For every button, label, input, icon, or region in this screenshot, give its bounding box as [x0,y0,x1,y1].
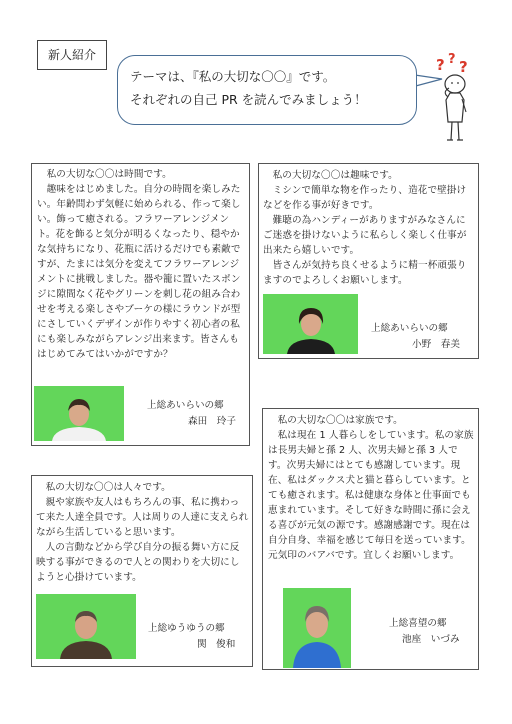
profile-body: 皆さんが気持ち良くせるように精一杯頑張りますのでよろしくお願いします。 [263,260,467,286]
profile-heading: 私の大切な〇〇は時間です。 [46,169,172,180]
profile-text-ono [263,168,475,288]
profile-text-morita [37,167,246,362]
name-ikeza: 池座 いづみ [402,634,460,645]
theme-speech-bubble [117,55,417,125]
profile-text-seki [36,480,249,585]
affiliation-ikeza: 上総喜望の郷 [389,618,447,629]
profile-body: 私は現在 1 人暮らしをしています。私の家族は長男夫婦と孫 2 人、次男夫婦と孫 3 人です。次男夫婦にはとても感謝しています。現在、私はダックス犬と猫と暮らしています。とても癒されます。私は健康な身体と仕事面でも恵まれています。そして好きな時間に孫に会える喜びが元気の源です。感謝感謝です。現在は自分自身、幸福を感じて毎日を送っています。元気印のバアバです。宜しくお願いします。 [268,430,474,561]
name-seki: 関 俊和 [197,639,236,650]
portrait-photo-seki [36,594,136,659]
profile-heading: 私の大切な〇〇は家族です。 [277,415,403,426]
profile-body: 親や家族や友人はもちろんの事、私に携わって来た人達全員です。人は周りの人達に支えられながら生活していると思います。 [36,497,249,538]
profile-heading: 私の大切な〇〇は趣味です。 [272,170,398,181]
profile-heading: 私の大切な〇〇は人々です。 [45,482,171,493]
affiliation-ono: 上総あいらいの郷 [371,323,448,334]
thinking-person-illustration [428,52,483,147]
profile-body: 人の言動などから学び自分の振る舞い方に反映する事ができるので人との関わりを大切にしようと心掛けています。 [36,542,240,583]
name-ono: 小野 春美 [412,339,460,350]
svg-text:?: ? [448,52,456,67]
portrait-photo-ono [263,294,358,354]
theme-line: テーマは、『私の大切な〇〇』です。 [130,69,336,84]
svg-text:?: ? [436,56,445,74]
profile-body: 趣味をはじめました。自分の時間を楽しみたい。年齢問わず気軽に始められる、作って楽しい。飾って癒される。フラワーアレンジメント。花を飾ると気分が明るくなったり、穏やかな気持ちになり、花瓶に活けるだけでも素敵ですが、たまには気分を変えてフラワーアレンジメントに挑戦しました。器や籠に置いたスポンジに隙間なく花やグリーンを刺し花の組み合わせを考える楽しさやブーケの様にラウンドが型にさしていくデザインが作りやすく初心者の私にも楽しみながらアレンジ出来ます。皆さんもはじめてみてはいかがですか？ [37,184,241,360]
profile-body: ミシンで簡単な物を作ったり、造花で壁掛けなどを作る事が好きです。 [263,185,467,211]
profile-text-ikeza [268,413,474,563]
portrait-photo-morita [34,386,124,441]
portrait-photo-ikeza [283,588,351,668]
instruction-line: それぞれの自己 PR を読んでみましょう！ [130,92,367,107]
affiliation-morita: 上総あいらいの郷 [147,400,224,411]
profile-body: 難聴の為ハンディーがありますがみなさんにご迷惑を掛けないように私らしく楽しく仕事が出来たら嬉しいです。 [263,215,467,256]
affiliation-seki: 上総ゆうゆうの郷 [148,623,225,634]
name-morita: 森田 玲子 [188,416,236,427]
section-label: 新人紹介 [37,40,107,70]
svg-text:?: ? [459,58,468,76]
